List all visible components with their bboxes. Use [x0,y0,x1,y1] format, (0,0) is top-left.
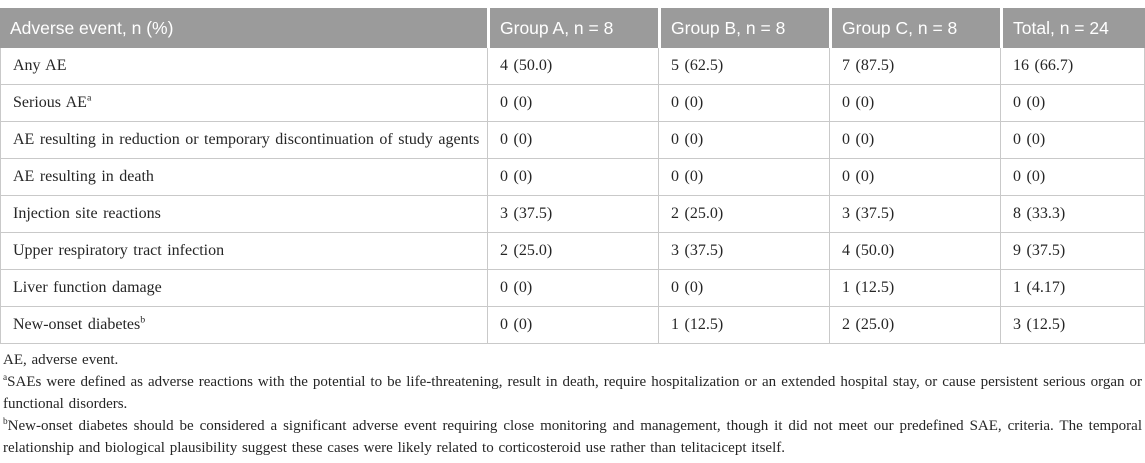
row-label-text: Upper respiratory tract infection [13,242,225,259]
cell-group-b: 1 (12.5) [658,307,829,344]
table-row [0,48,1145,85]
table-row [0,159,1145,196]
header-cell-adverse-event: Adverse event, n (%) [0,8,487,48]
cell-group-a: 0 (0) [487,307,658,344]
cell-total: 16 (66.7) [1000,48,1145,85]
footnote-marker: a [86,92,92,104]
cell-group-a: 3 (37.5) [487,196,658,233]
row-label-text: Serious AE [13,94,87,111]
cell-group-c: 4 (50.0) [829,233,1000,270]
cell-group-c: 0 (0) [829,159,1000,196]
cell-total: 3 (12.5) [1000,307,1145,344]
table-header [0,8,1145,48]
cell-group-c: 2 (25.0) [829,307,1000,344]
header-cell-group-a: Group A, n = 8 [487,8,658,48]
header-cell-group-c: Group C, n = 8 [829,8,1000,48]
cell-group-b: 0 (0) [658,159,829,196]
footnote-a-marker: a [3,373,8,383]
footnote-b-text: New-onset diabetes should be considered a significant adverse event requiring close monitoring and management, though it did not meet our predefined SAE, criteria. The temporal relationship and biological plausibility suggest these cases were likely related to corticosteroid use rather than telitacicept itself. [3,418,1142,456]
cell-total: 0 (0) [1000,85,1145,122]
cell-group-a: 0 (0) [487,122,658,159]
cell-total: 8 (33.3) [1000,196,1145,233]
footnote-b [3,415,1142,459]
adverse-events-table [0,8,1145,344]
cell-group-c: 7 (87.5) [829,48,1000,85]
footnote-a-text: SAEs were defined as adverse reactions with the potential to be life-threatening, result in death, require hospitalization or an extended hospital stay, or cause persistent serious organ or functional disorders. [3,374,1142,412]
cell-group-c: 0 (0) [829,85,1000,122]
table-row [0,233,1145,270]
row-label-text: New-onset diabetes [13,316,141,333]
row-label-text: Liver function damage [13,279,162,296]
cell-group-c: 1 (12.5) [829,270,1000,307]
row-label-text: Any AE [13,57,67,74]
row-label [0,159,487,196]
table-body [0,48,1145,344]
row-label [0,122,487,159]
cell-group-a: 0 (0) [487,85,658,122]
footnote-abbreviation: AE, adverse event. [3,352,119,368]
row-label [0,196,487,233]
row-label [0,233,487,270]
footnote-a [3,371,1142,415]
table-row [0,85,1145,122]
cell-group-b: 2 (25.0) [658,196,829,233]
row-label [0,85,487,122]
cell-group-b: 3 (37.5) [658,233,829,270]
cell-total: 0 (0) [1000,159,1145,196]
cell-group-a: 0 (0) [487,159,658,196]
header-row [0,8,1145,48]
cell-total: 9 (37.5) [1000,233,1145,270]
cell-group-a: 2 (25.0) [487,233,658,270]
cell-group-b: 5 (62.5) [658,48,829,85]
cell-group-b: 0 (0) [658,85,829,122]
table-row [0,307,1145,344]
cell-total: 1 (4.17) [1000,270,1145,307]
header-cell-group-b: Group B, n = 8 [658,8,829,48]
cell-group-a: 0 (0) [487,270,658,307]
table-footnotes [0,344,1145,459]
row-label [0,270,487,307]
table-row [0,196,1145,233]
cell-group-c: 3 (37.5) [829,196,1000,233]
cell-group-c: 0 (0) [829,122,1000,159]
row-label [0,307,487,344]
row-label [0,48,487,85]
row-label-text: Injection site reactions [13,205,161,222]
row-label-text: AE resulting in reduction or temporary discontinuation of study agents [13,131,480,148]
row-label-text: AE resulting in death [13,168,154,185]
footnote-b-marker: b [3,417,8,427]
header-cell-total: Total, n = 24 [1000,8,1145,48]
table-row [0,270,1145,307]
cell-group-b: 0 (0) [658,270,829,307]
cell-group-a: 4 (50.0) [487,48,658,85]
cell-group-b: 0 (0) [658,122,829,159]
table-row [0,122,1145,159]
cell-total: 0 (0) [1000,122,1145,159]
footnote-marker: b [140,314,146,326]
